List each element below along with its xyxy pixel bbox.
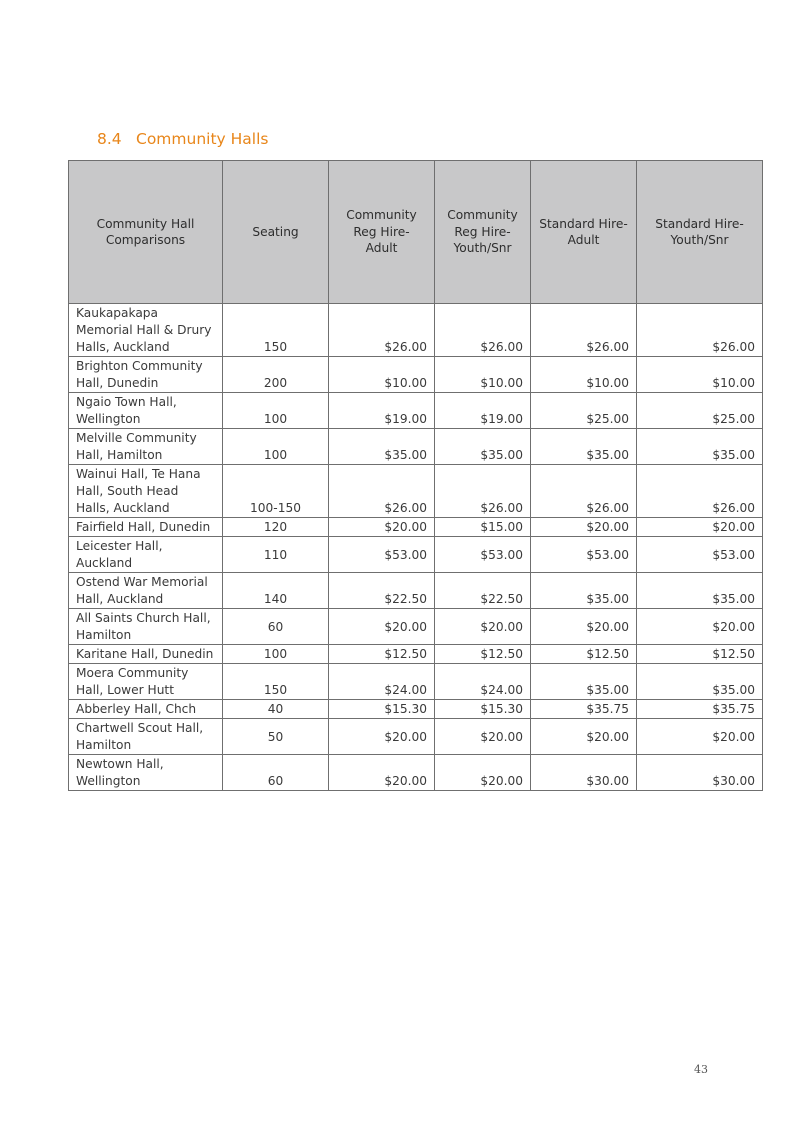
- table-row: [69, 645, 763, 664]
- seating-cell: 100: [223, 429, 329, 465]
- table-row: [69, 664, 763, 700]
- header-reg-youth: Community Reg Hire- Youth/Snr: [435, 161, 531, 304]
- hall-name-cell: Karitane Hall, Dunedin: [69, 645, 223, 664]
- reg-hire-adult-cell: $20.00: [329, 609, 435, 645]
- hall-name-cell: Abberley Hall, Chch: [69, 700, 223, 719]
- reg-hire-youth-cell: $24.00: [435, 664, 531, 700]
- reg-hire-adult-cell: $19.00: [329, 393, 435, 429]
- seating-cell: 140: [223, 573, 329, 609]
- standard-hire-youth-cell: $10.00: [637, 357, 763, 393]
- reg-hire-adult-cell: $26.00: [329, 465, 435, 518]
- standard-hire-youth-cell: $26.00: [637, 304, 763, 357]
- reg-hire-adult-cell: $15.30: [329, 700, 435, 719]
- reg-hire-youth-cell: $53.00: [435, 537, 531, 573]
- reg-hire-youth-cell: $20.00: [435, 755, 531, 791]
- standard-hire-youth-cell: $35.00: [637, 429, 763, 465]
- standard-hire-youth-cell: $26.00: [637, 465, 763, 518]
- hall-name-cell: Ngaio Town Hall, Wellington: [69, 393, 223, 429]
- table-row: [69, 755, 763, 791]
- table-row: [69, 573, 763, 609]
- reg-hire-youth-cell: $19.00: [435, 393, 531, 429]
- standard-hire-youth-cell: $35.00: [637, 664, 763, 700]
- hall-name-cell: Kaukapakapa Memorial Hall & Drury Halls, Auckland: [69, 304, 223, 357]
- header-reg-adult: Community Reg Hire- Adult: [329, 161, 435, 304]
- hall-name-cell: Leicester Hall, Auckland: [69, 537, 223, 573]
- table-row: [69, 357, 763, 393]
- hall-name-cell: Moera Community Hall, Lower Hutt: [69, 664, 223, 700]
- header-hall: Community Hall Comparisons: [69, 161, 223, 304]
- reg-hire-youth-cell: $20.00: [435, 719, 531, 755]
- standard-hire-adult-cell: $35.00: [531, 664, 637, 700]
- hall-name-cell: Fairfield Hall, Dunedin: [69, 518, 223, 537]
- header-std-adult: Standard Hire- Adult: [531, 161, 637, 304]
- table-row: [69, 465, 763, 518]
- reg-hire-adult-cell: $53.00: [329, 537, 435, 573]
- reg-hire-youth-cell: $15.00: [435, 518, 531, 537]
- seating-cell: 100-150: [223, 465, 329, 518]
- table-row: [69, 304, 763, 357]
- hall-name-cell: Melville Community Hall, Hamilton: [69, 429, 223, 465]
- table-row: [69, 393, 763, 429]
- community-halls-table: [68, 160, 763, 791]
- reg-hire-adult-cell: $26.00: [329, 304, 435, 357]
- reg-hire-adult-cell: $12.50: [329, 645, 435, 664]
- standard-hire-adult-cell: $30.00: [531, 755, 637, 791]
- standard-hire-adult-cell: $26.00: [531, 304, 637, 357]
- header-seating: Seating: [223, 161, 329, 304]
- table-row: [69, 700, 763, 719]
- seating-cell: 50: [223, 719, 329, 755]
- reg-hire-youth-cell: $20.00: [435, 609, 531, 645]
- section-title: Community Halls: [136, 130, 269, 148]
- page-number: 43: [694, 1063, 708, 1076]
- seating-cell: 110: [223, 537, 329, 573]
- standard-hire-youth-cell: $35.00: [637, 573, 763, 609]
- standard-hire-youth-cell: $35.75: [637, 700, 763, 719]
- seating-cell: 40: [223, 700, 329, 719]
- seating-cell: 120: [223, 518, 329, 537]
- standard-hire-adult-cell: $35.75: [531, 700, 637, 719]
- standard-hire-youth-cell: $30.00: [637, 755, 763, 791]
- seating-cell: 150: [223, 304, 329, 357]
- reg-hire-adult-cell: $10.00: [329, 357, 435, 393]
- standard-hire-adult-cell: $12.50: [531, 645, 637, 664]
- reg-hire-youth-cell: $10.00: [435, 357, 531, 393]
- standard-hire-youth-cell: $53.00: [637, 537, 763, 573]
- standard-hire-youth-cell: $20.00: [637, 609, 763, 645]
- standard-hire-youth-cell: $12.50: [637, 645, 763, 664]
- hall-name-cell: Brighton Community Hall, Dunedin: [69, 357, 223, 393]
- standard-hire-youth-cell: $25.00: [637, 393, 763, 429]
- standard-hire-adult-cell: $10.00: [531, 357, 637, 393]
- hall-name-cell: Chartwell Scout Hall, Hamilton: [69, 719, 223, 755]
- seating-cell: 60: [223, 755, 329, 791]
- table-row: [69, 537, 763, 573]
- reg-hire-adult-cell: $20.00: [329, 755, 435, 791]
- seating-cell: 200: [223, 357, 329, 393]
- table-row: [69, 518, 763, 537]
- reg-hire-adult-cell: $20.00: [329, 719, 435, 755]
- standard-hire-adult-cell: $25.00: [531, 393, 637, 429]
- hall-name-cell: All Saints Church Hall, Hamilton: [69, 609, 223, 645]
- seating-cell: 100: [223, 645, 329, 664]
- table-row: [69, 609, 763, 645]
- reg-hire-adult-cell: $20.00: [329, 518, 435, 537]
- reg-hire-youth-cell: $26.00: [435, 304, 531, 357]
- seating-cell: 60: [223, 609, 329, 645]
- standard-hire-adult-cell: $53.00: [531, 537, 637, 573]
- standard-hire-youth-cell: $20.00: [637, 518, 763, 537]
- section-number: 8.4: [97, 130, 122, 148]
- reg-hire-youth-cell: $35.00: [435, 429, 531, 465]
- reg-hire-youth-cell: $12.50: [435, 645, 531, 664]
- standard-hire-adult-cell: $26.00: [531, 465, 637, 518]
- hall-name-cell: Newtown Hall, Wellington: [69, 755, 223, 791]
- standard-hire-adult-cell: $35.00: [531, 429, 637, 465]
- table-row: [69, 719, 763, 755]
- reg-hire-adult-cell: $22.50: [329, 573, 435, 609]
- hall-name-cell: Wainui Hall, Te Hana Hall, South Head Halls, Auckland: [69, 465, 223, 518]
- reg-hire-adult-cell: $24.00: [329, 664, 435, 700]
- section-heading: [97, 130, 268, 148]
- table-header-row: [69, 161, 763, 304]
- seating-cell: 150: [223, 664, 329, 700]
- reg-hire-youth-cell: $26.00: [435, 465, 531, 518]
- standard-hire-youth-cell: $20.00: [637, 719, 763, 755]
- reg-hire-youth-cell: $15.30: [435, 700, 531, 719]
- standard-hire-adult-cell: $20.00: [531, 609, 637, 645]
- header-std-youth: Standard Hire- Youth/Snr: [637, 161, 763, 304]
- reg-hire-adult-cell: $35.00: [329, 429, 435, 465]
- standard-hire-adult-cell: $35.00: [531, 573, 637, 609]
- table-row: [69, 429, 763, 465]
- standard-hire-adult-cell: $20.00: [531, 518, 637, 537]
- reg-hire-youth-cell: $22.50: [435, 573, 531, 609]
- seating-cell: 100: [223, 393, 329, 429]
- hall-name-cell: Ostend War Memorial Hall, Auckland: [69, 573, 223, 609]
- standard-hire-adult-cell: $20.00: [531, 719, 637, 755]
